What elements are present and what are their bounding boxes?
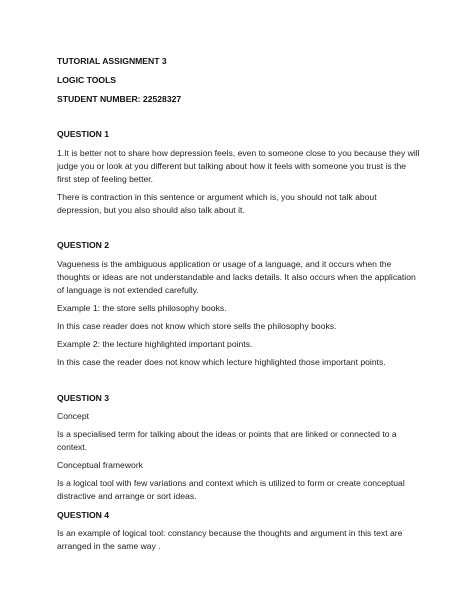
q1-paragraph-2-line: depression, but you also should also talk about it. — [57, 205, 245, 215]
q2-example-2: Example 2: the lecture highlighted important points. — [57, 339, 253, 349]
q1-paragraph-2-line: There is contraction in this sentence or argument which is, you should not talk about — [57, 192, 377, 202]
q2-paragraph-line: thoughts or ideas are not understandable and lacks details. It also occurs when the application — [57, 272, 416, 282]
q2-explanation-1: In this case reader does not know which store sells the philosophy books. — [57, 321, 337, 331]
q3-concept-definition-line: context. — [57, 442, 88, 452]
assignment-title: TUTORIAL ASSIGNMENT 3 — [57, 56, 167, 66]
question-2-heading: QUESTION 2 — [57, 240, 110, 250]
q3-framework-label: Conceptual framework — [57, 460, 143, 470]
q1-paragraph-1-line: first step of feeling better. — [57, 174, 154, 184]
question-1-heading: QUESTION 1 — [57, 129, 110, 139]
q2-paragraph-line: Vagueness is the ambiguous application or usage of a language, and it occurs when the — [57, 259, 392, 269]
q1-paragraph-1-line: judge you or look at you different but talking about how it feels with someone you trust is the — [57, 161, 407, 171]
q3-concept-definition-line: Is a specialised term for talking about the ideas or points that are linked or connected to a — [57, 429, 397, 439]
q4-answer-line: arranged in the same way . — [57, 541, 161, 551]
subject-title: LOGIC TOOLS — [57, 75, 117, 85]
q4-answer-line: Is an example of logical tool: constancy because the thoughts and argument in this text are — [57, 528, 403, 538]
q3-framework-definition-line: Is a logical tool with few variations and context which is utilized to form or create conceptual — [57, 478, 405, 488]
q2-explanation-2: In this case the reader does not know which lecture highlighted those important points. — [57, 357, 386, 367]
q3-concept-label: Concept — [57, 411, 90, 421]
student-number: STUDENT NUMBER: 22528327 — [57, 94, 182, 104]
question-4-heading: QUESTION 4 — [57, 510, 110, 520]
q1-paragraph-1-line: 1.It is better not to share how depression feels, even to someone close to you because they will — [57, 148, 420, 158]
question-3-heading: QUESTION 3 — [57, 393, 110, 403]
q2-paragraph-line: of language is not extended carefully. — [57, 285, 199, 295]
q3-framework-definition-line: distractive and arrange or sort ideas. — [57, 491, 197, 501]
q2-example-1: Example 1: the store sells philosophy books. — [57, 303, 227, 313]
